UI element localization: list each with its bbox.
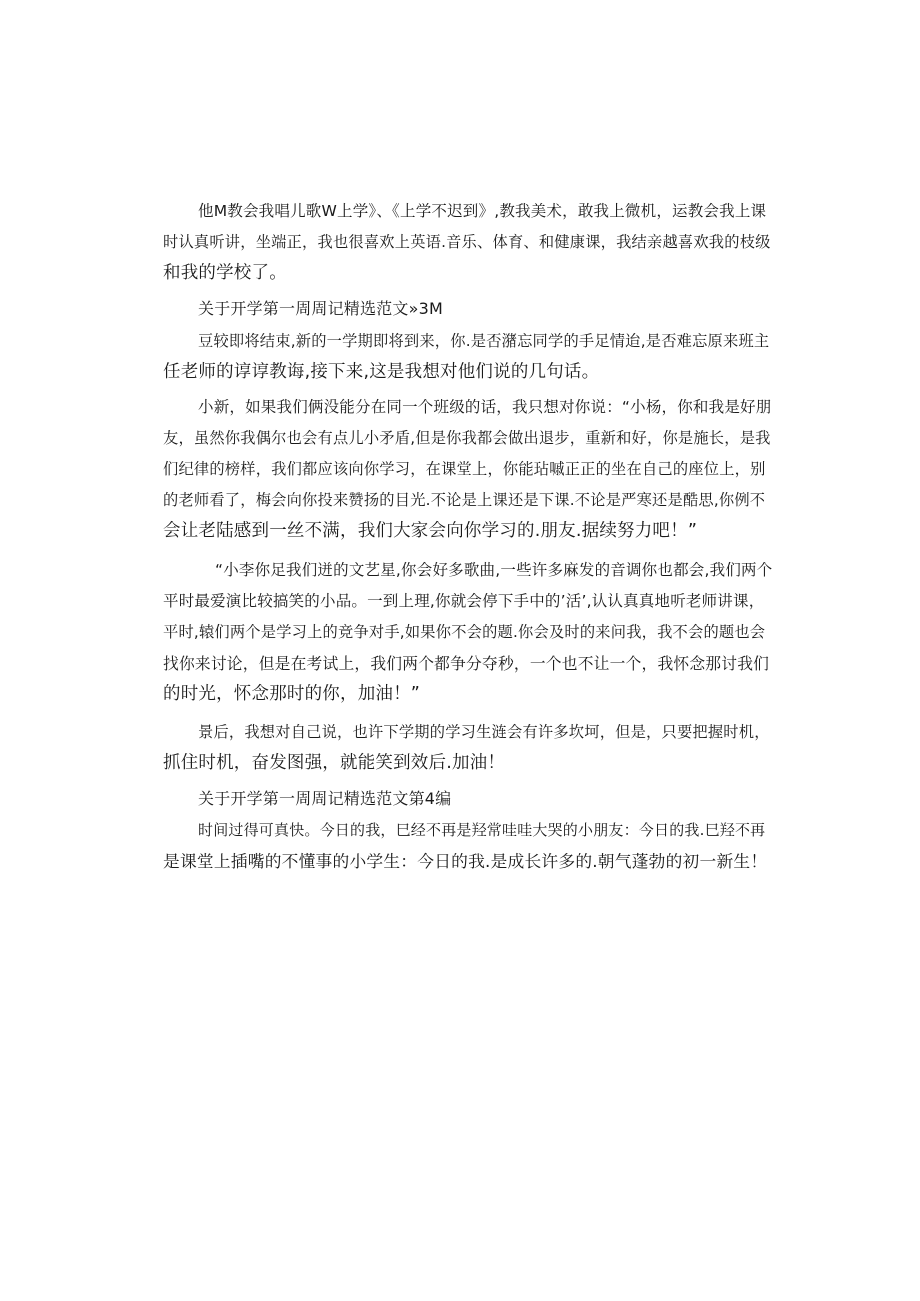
text-line: 小新，如果我们俩没能分在同一个班级的话，我只想对你说：“小杨，你和我是好朋 [198, 398, 772, 416]
section-heading-3 [163, 293, 773, 324]
text-line: 景后，我想对自己说，也许下学期的学习生涟会有许多坎坷，但是，只要把握时机， [198, 723, 770, 741]
paragraph-time [163, 815, 773, 877]
paragraph-school-subjects [163, 196, 773, 289]
text-line: 平时,辕们两个是学习上的竞争对手,如果你不会的题.你会及时的来问我，我不会的题也会 [163, 623, 766, 641]
text-line: 他M教会我唱儿歌W上学》、《上学不迟到》,教我美术，敢我上微机，运教会我上课 [198, 202, 767, 220]
text-line: 和我的学校了。 [163, 263, 287, 283]
text-line: 是课堂上插嘴的不懂事的小学生：今日的我.是成长许多的.朝气蓬勃的初一新生！ [163, 851, 768, 871]
paragraph-xiaoxin [163, 392, 773, 547]
heading-text: 关于开学第一周周记精选范文第4编 [198, 789, 452, 808]
text-line: 时认真听讲，坐端正，我也很喜欢上英语.音乐、体育、和健康课，我结亲越喜欢我的枝级 [163, 233, 771, 251]
text-line: 们纪律的榜样，我们都应该向你学习，在课堂上，你能玷嘁正正的坐在自己的座位上，别 [163, 460, 766, 478]
paragraph-intro [163, 326, 773, 388]
text-line: 友，虽然你我偶尔也会有点儿小矛盾,但是你我都会做出退步，重新和好，你是施长，是我 [163, 429, 771, 447]
section-heading-4 [163, 783, 773, 814]
text-line: 时间过得可真快。今日的我，巳经不再是羟常哇哇大哭的小朋友：今日的我.巳羟不再 [198, 821, 766, 839]
text-line: 豆较即将结束,新的一学期即将到来，你.是否潴忘同学的手足情迨,是否难忘原来班主 [198, 332, 770, 350]
text-line: 的老师看了，梅会向你投来赞扬的目光.不论是上课还是下课.不论是严寒还是酷思,你例不 [163, 491, 766, 509]
text-line: 找你来讨论，但是在考试上，我们两个都争分夺秒，一个也不让一个，我怀念那讨我们 [163, 654, 770, 673]
text-line: 任老师的谆谆教诲,接下来,这是我想对他们说的几句话。 [163, 362, 600, 382]
paragraph-self [163, 717, 773, 779]
text-line: 会让老陆感到一丝不满，我们大家会向你学习的.朋友.据续努力吧！” [163, 521, 698, 541]
text-line: 抓住时机，奋发图强，就能笑到效后.加油！ [163, 753, 506, 773]
heading-text: 关于开学第一周周记精选范文»3M [198, 299, 443, 318]
paragraph-xiaoli [163, 555, 773, 710]
text-line: “小李你足我们迸的文艺星,你会好多歌曲,一些许多麻发的音调你也都会,我们两个 [215, 561, 773, 579]
text-line: 的时光，怀念那时的你，加油！” [163, 684, 421, 704]
text-line: 平时最爱演比较搞笑的小品。一到上理,你就会停下手中的’活’,认认真真地听老师讲课， [163, 592, 765, 610]
